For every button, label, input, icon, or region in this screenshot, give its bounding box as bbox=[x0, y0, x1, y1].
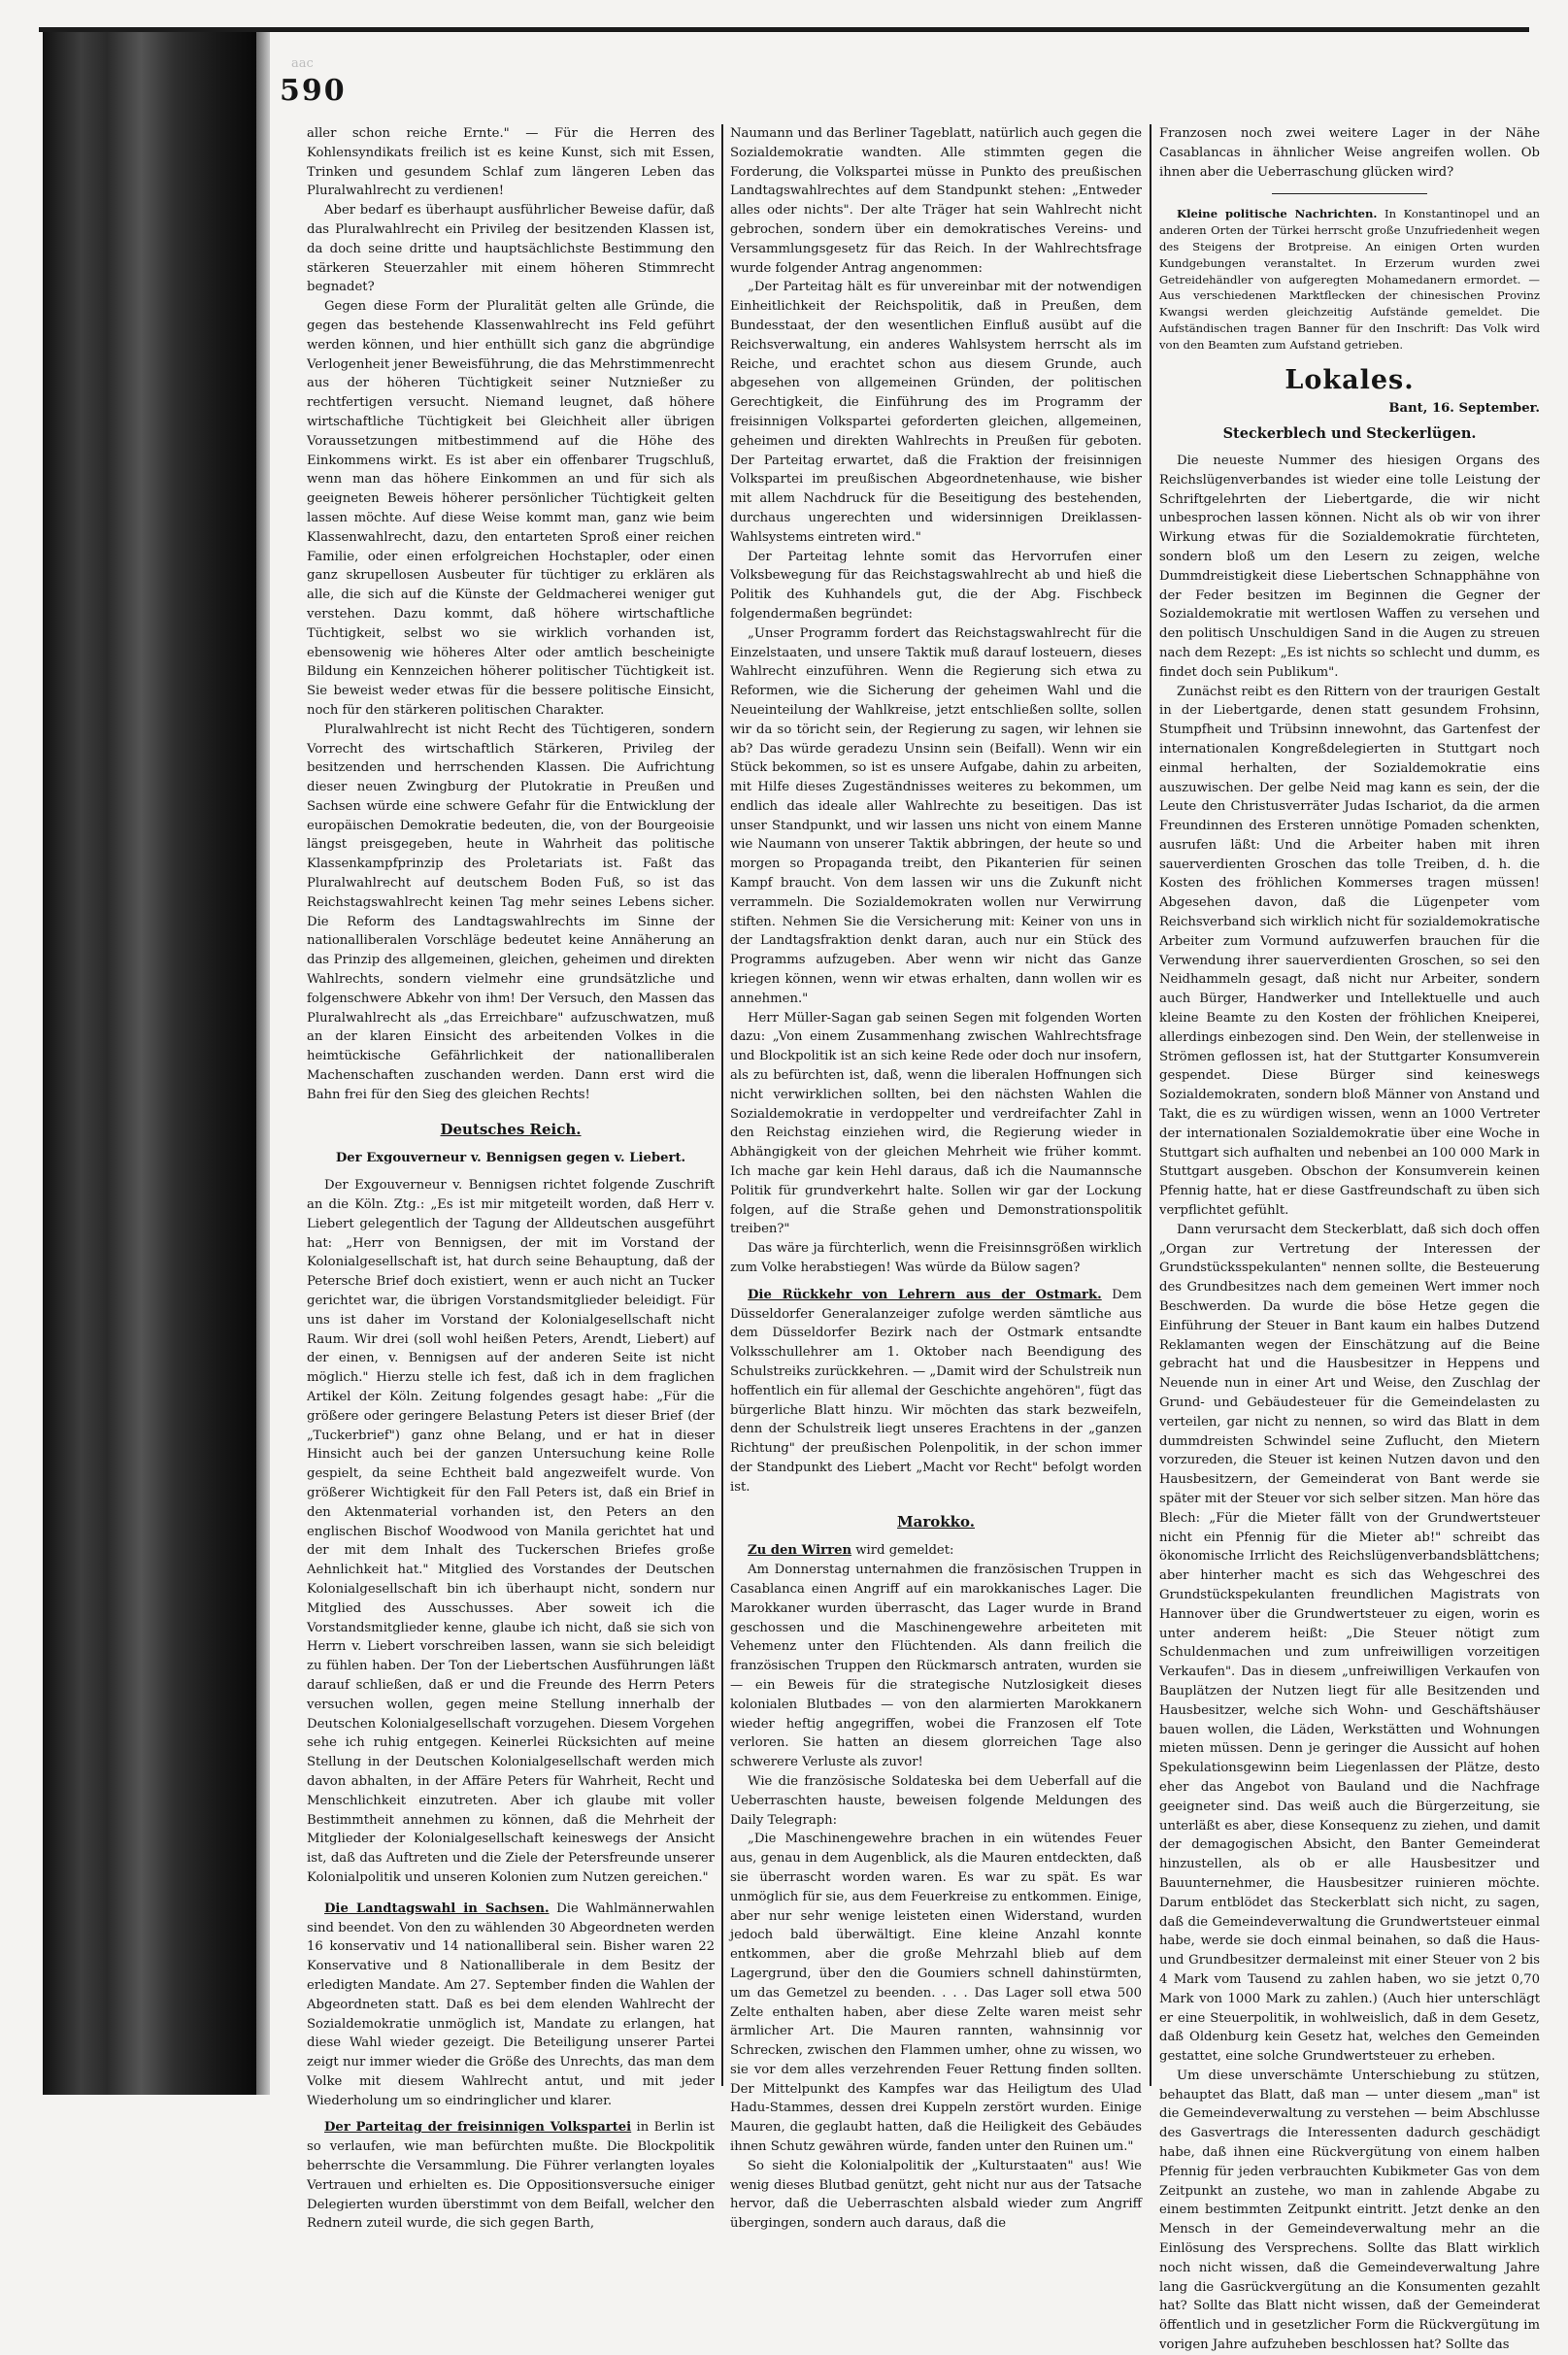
corner-mark: aac bbox=[291, 56, 314, 71]
paragraph: Der Parteitag lehnte somit das Hervorrufen einer Volksbewegung für das Reichstagswahlrecht ab und hieß die Politik des Kuhhandels gut, die der Abg. Fischbeck folgendermaßen begründet: bbox=[730, 549, 1142, 622]
book-binding-edge bbox=[256, 32, 270, 2095]
article-lead: Kleine politische Nachrichten. bbox=[1177, 207, 1378, 221]
paragraph: So sieht die Kolonialpolitik der „Kulturstaaten" aus! Wie wenig dieses Blutbad genützt, geht nicht nur aus der Tatsache hervor, daß die Ueberraschten alsbald wieder zum Angriff übergingen, sondern auch daraus, daß die bbox=[730, 2158, 1142, 2232]
section-heading: Marokko. bbox=[897, 1512, 975, 1531]
paragraph: Franzosen noch zwei weitere Lager in der Nähe Casablancas in ähnlicher Weise angreifen wollen. Ob ihnen aber die Ueberraschung glücken wird? bbox=[1159, 126, 1540, 180]
article-lead: Die Rückkehr von Lehrern aus der Ostmark. bbox=[748, 1287, 1102, 1302]
column-2 bbox=[730, 124, 1142, 2234]
quote-paragraph: „Unser Programm fordert das Reichstagswahlrecht für die Einzelstaaten, und unsere Taktik muß darauf losteuern, dieses Wahlrecht einzuführen. Wenn die Regierung sich etwa zu Reformen, wie die Sicherung der geheimen Wahl und die Neueinteilung der Wahlkreise, jetzt entschließen sollte, sollen wir da so töricht sein, der Regierung zu sagen, wir lehnen sie ab? Das würde geradezu Unsinn sein (Beifall). Wenn wir ein Stück bekommen, so ist es unsere Aufgabe, dahin zu arbeiten, mit Hilfe dieses Zugeständnisses weiteres zu bekommen, um endlich das ideale aller Wahlrechte zu beseitigen. Das ist unser Standpunkt, und wir lassen uns nicht von einem Manne wie Naumann von unserer Taktik abbringen, der heute so und morgen so Propaganda treibt, den Pikanterien für seinen Kampf braucht. Von dem lassen wir uns die Zukunft nicht verrammeln. Die Sozialdemokraten wollen nur Verwirrung stiften. Nehmen Sie die Versicherung mit: Keiner von uns in der Landtagsfraktion denkt daran, auch nur ein Stück des Programms aufzugeben. Aber wenn wir nicht das Ganze kriegen können, wenn wir etwas erhalten, dann wollen wir es annehmen." bbox=[730, 625, 1142, 1006]
paragraph: wird gemeldet: bbox=[851, 1543, 954, 1559]
paragraph: Um diese unverschämte Unterschiebung zu stützen, behauptet das Blatt, daß man — unter diesem „man" ist die Gemeindeverwaltung zu verstehen — beim Abschlusse des Gasvertrags die Interessenten dadurch geschädigt habe, daß ihnen eine Rückvergütung von einem halben Pfennig für jeden verbrauchten Kubikmeter Gas von dem Zeitpunkt an zustehe, wo man in zahlende Abgabe zu einem bestimmten Zeitpunkt eintritt. Jetzt denke an den Mensch in der Gemeindeverwaltung mehr an die Einlösung des Versprechens. Sollte das Blatt wirklich noch nicht wissen, daß die Gemeindeverwaltung Jahre lang die Gasrückvergütung an die Konsumenten gezahlt hat? Sollte das Blatt nicht wissen, daß der Gemeinderat öffentlich und in gesetzlicher Form die Rückvergütung im vorigen Jahre aufzuheben beschlossen hat? Sollte das bbox=[1159, 2068, 1540, 2353]
paragraph: Naumann und das Berliner Tageblatt, natürlich auch gegen die Sozialdemokratie wandten. Alle stimmten gegen die Forderung, die Volkspartei müsse in Punkto des preußischen Landtagswahlrechtes auf dem Standpunkt stehen: „Entweder alles oder nichts". Der alte Träger hat sein Wahlrecht nicht gebrochen, sondern über ein demokratisches Vereins- und Versammlungsgesetz für das Reich. In der Wahlrechtsfrage wurde folgender Antrag angenommen: bbox=[730, 126, 1142, 276]
article-lead: Zu den Wirren bbox=[748, 1543, 852, 1559]
paragraph: Die neueste Nummer des hiesigen Organs des Reichslügenverbandes ist wieder eine tolle Leistung der Schriftgelehrten der Liebertgarde, die wir nicht unbesprochen lassen können. Nicht als ob wir von ihrer Wirkung etwas für die Sozialdemokratie fürchteten, sondern bloß um den Lesern zu zeigen, welche Dummdreistigkeit diese Liebertschen Schnapphähne von der Feder besitzen im Beginnen die Gegner der Sozialdemokratie mit wertlosen Waffen zu versehen und den politisch Unschuldigen Sand in die Augen zu streuen nach dem Rezept: „Es ist nichts so schlecht und dumm, es findet doch sein Publikum". bbox=[1159, 453, 1540, 680]
article-lead: Die Landtagswahl in Sachsen. bbox=[324, 1901, 550, 1916]
paragraph: Am Donnerstag unternahmen die französischen Truppen in Casablanca einen Angriff auf ein marokkanisches Lager. Die Marokkaner wurden überrascht, das Lager wurde in Brand geschossen und die Maschinengewehre arbeiteten mit Vehemenz unter den Flüchtenden. Als dann freilich die französischen Truppen den Rückmarsch antraten, wurden sie — ein Beweis für die strategische Nutzlosigkeit dieses kolonialen Blutbades — von den alarmierten Marokkanern wieder heftig angegriffen, wobei die Franzosen elf Tote verloren. Sie hatten an diesem glorreichen Tage also schwerere Verluste als zuvor! bbox=[730, 1563, 1142, 1770]
paragraph: aller schon reiche Ernte." — Für die Herren des Kohlensyndikats freilich ist es keine Kunst, sich mit Essen, Trinken und gesundem Schlaf zum längeren Leben das Pluralwahlrecht zu verdienen! bbox=[307, 126, 715, 199]
article-lead: Der Parteitag der freisinnigen Volkspartei bbox=[324, 2120, 632, 2136]
section-heading-lokales: Lokales. bbox=[1284, 364, 1415, 395]
book-binding-spine bbox=[43, 32, 256, 2095]
paragraph: In Konstantinopel und an anderen Orten der Türkei herrscht große Unzufriedenheit wegen des Steigens der Brotpreise. An einigen Orten wurden Kundgebungen veranstaltet. In Erzerum wurden zwei Getreidehändler von aufgeregten Mohamedanern ermordet. — Aus verschiedenen Marktflecken der chinesischen Provinz Kwangsi werden gleichzeitig Aufstände gemeldet. Die Aufständischen tragen Banner für den Inschrift: Das Volk wird von den Beamten zum Aufstand getrieben. bbox=[1159, 207, 1540, 352]
article-heading: Steckerblech und Steckerlügen. bbox=[1222, 425, 1477, 443]
paragraph: Herr Müller-Sagan gab seinen Segen mit folgenden Worten dazu: „Von einem Zusammenhang zwischen Wahlrechtsfrage und Blockpolitik ist an sich keine Rede oder doch nur insofern, als zu befürchten ist, daß, wenn die liberalen Hoffnungen sich nicht verwirklichen sollten, bei den nächsten Wahlen die Sozialdemokratie in verdoppelter und verdreifachter Zahl in den Reichstag einziehen wird, die Regierung wieder in Abhängigkeit von der gleichen Mehrheit wie früher kommt. Ich mache gar kein Hehl daraus, daß ich die Naumannsche Politik für grundverkehrt halte. Sollen wir gar der Lockung folgen, auf die Straße gehen und Demonstrationspolitik treiben?" bbox=[730, 1010, 1142, 1237]
page-number: 590 bbox=[280, 74, 347, 108]
column-3 bbox=[1159, 124, 1540, 2355]
article-subheading: Der Exgouverneur v. Bennigsen gegen v. Liebert. bbox=[335, 1151, 686, 1166]
paragraph: Zunächst reibt es den Rittern von der traurigen Gestalt in der Liebertgarde, denen statt gesundem Frohsinn, Stumpfheit und Trübsinn innewohnt, das Gartenfest der internationalen Kongreßdelegierten in Stuttgart noch einmal herhalten, der Sozialdemokratie eins auszuwischen. Der gelbe Neid mag kann es sein, der die Leute den Christusverräter Judas Ischariot, da die armen Freundinnen des Ersteren unnötige Pomaden schenkten, ausrufen läßt: Und die Arbeiter haben mit ihren sauerverdienten Groschen das tolle Treiben, d. h. die Kosten des fröhlichen Kommerses tragen müssen! Abgesehen davon, daß die Lügenpeter vom Reichsverband sich wirklich nicht für sozialdemokratische Arbeiter zum Vormund aufzuwerfen brauchen für die Verwendung ihrer sauerverdienten Groschen, so sei den Neidhammeln gesagt, daß nicht nur Arbeiter, sondern auch Bürger, Handwerker und Intellektuelle und auch kleine Beamte zu den Kosten der fröhlichen Kneiperei, allerdings einbezogen sind. Den Wein, der stellenweise in Strömen geflossen ist, hat der Stuttgarter Konsumverein gespendet. Diese Bürger sind keineswegs Sozialdemokraten, sondern bloß Männer von Anstand und Takt, die es zu würdigen wissen, wenn an 1000 Vertreter der internationalen Sozialdemokratie über eine Woche in Stuttgart sich aufhalten und nebenbei an 100 000 Mark in Stuttgart ausgeben. Obschon der Konsumverein keinen Pfennig hatte, hat er diese Gastfreundschaft zu üben sich verpflichtet gefühlt. bbox=[1159, 684, 1540, 1219]
column-1 bbox=[307, 124, 715, 2234]
paragraph: Pluralwahlrecht ist nicht Recht des Tüchtigeren, sondern Vorrecht des wirtschaftlich Stärkeren, Privileg der besitzenden und herrschenden Klassen. Die Aufrichtung dieser neuen Zwingburg der Plutokratie in Preußen und Sachsen würde eine schwere Gefahr für die Entwicklung der europäischen Demokratie bedeuten, die, von der Bourgeoisie längst preisgegeben, heute in Wahrheit das politische Klassenkampfprinzip des Proletariats ist. Faßt das Pluralwahlrecht auf deutschem Boden Fuß, so ist das Reichstagswahlrecht keinen Tag mehr seines Lebens sicher. Die Reform des Landtagswahlrechts im Sinne der nationalliberalen Vorschläge bedeutet keine Annäherung an das Prinzip des allgemeinen, gleichen, geheimen und direkten Wahlrechts, sondern vielmehr eine grundsätzliche und folgenschwere Abkehr von ihm! Der Versuch, den Massen das Pluralwahlrecht als „das Erreichbare" aufzuschwatzen, muß an der klaren Einsicht des arbeitenden Volkes in die heimtückische Gefährlichkeit der nationalliberalen Machenschaften zuschanden werden. Dann erst wird die Bahn frei für den Sieg des gleichen Rechts! bbox=[307, 722, 715, 1102]
paragraph: Dem Düsseldorfer Generalanzeiger zufolge werden sämtliche aus dem Düsseldorfer Bezirk nach der Ostmark entsandte Volksschullehrer am 1. Oktober nach Beendigung des Schulstreiks zurückkehren. — „Damit wird der Schulstreik nun hoffentlich ein für allemal der Geschichte angehören", fügt das bürgerliche Blatt hinzu. Wir möchten das stark bezweifeln, denn der Schulstreik liegt unseres Erachtens in der „ganzen Richtung" der preußischen Polenpolitik, in der schon immer der Standpunkt des Liebert „Macht vor Recht" befolgt worden ist. bbox=[730, 1287, 1142, 1495]
paragraph: Wie die französische Soldateska bei dem Ueberfall auf die Ueberraschten hauste, beweisen folgende Meldungen des Daily Telegraph: bbox=[730, 1773, 1142, 1828]
paragraph: Dann verursacht dem Steckerblatt, daß sich doch offen „Organ zur Vertretung der Interessen der Grundstücksspekulanten" nennen sollte, die Besteuerung des Grundbesitzes nach dem gemeinen Wert immer noch Beschwerden. Da wurde die böse Hetze gegen die Einführung der Steuer in Bant kaum ein halbes Dutzend Reklamanten wegen der Einschätzung auf die Beine gebracht hat und die Hausbesitzer in Heppens und Neuende nun in einer Art und Weise, den Zuschlag der Grund- und Gebäudesteuer für die Gemeindelasten zu verteilen, gar nicht zu nennen, so wird das Blatt in dem dummdreisten Schwindel seine Zuflucht, den Mietern vorzureden, die Steuer ist keinen Nutzen davon und den Hausbesitzern, der Gemeinderat von Bant werde sie später mit der Steuer vor sich selber sitzen. Man höre das Blech: „Für die Mieter fällt von der Grundwertsteuer nicht ein Pfennig für die Mieter ab!" schreibt das ökonomische Irrlicht des Reichslügenverbandsblättchens; aber hinterher macht es sich das Wehgeschrei des Grundstückspekulanten freundlichen Magistrats von Hannover über die Grundwertsteuer zu eigen, worin es unter anderem heißt: „Die Steuer nötigt zum Schuldenmachen und zum unfreiwilligen vorzeitigen Verkaufen". Das in diesem „unfreiwilligen Verkaufen von Bauplätzen der Nutzen liegt für alle Besitzenden und Hausbesitzer, welche sich Wohn- und Geschäftshäuser bauen wollen, die Läden, Werkstätten und Wohnungen mieten müssen. Denn je geringer die Aussicht auf hohen Spekulationsgewinn beim Liegenlassen der Plätze, desto eher das Angebot von Bauland und die Nachfrage geeigneter sind. Das weiß auch die Bürgerzeitung, sie unterläßt es aber, diese Konsequenz zu ziehen, und damit der demagogischen Absicht, den Banter Gemeinderat hinzustellen, als ob er alle Hausbesitzer und Bauunternehmer, die Hausbesitzer ruinieren möchte. Darum entblödet das Steckerblatt sich nicht, zu sagen, daß die Gemeindeverwaltung die Grundwertsteuer einmal habe, werde sie doch einmal beinahen, so daß die Haus- und Grundbesitzer dermaleinst mit einer Steuer von 2 bis 4 Mark vom Tausend zu zahlen haben, wo sie jetzt 0,70 Mark von 1000 Mark zu zahlen.) (Auch hier unterschlägt er eine Steuerpolitik, in wohlweislich, daß in dem Gesetz, daß Oldenburg kein Gesetz hat, welches den Gemeinden gestattet, eine solche Grundwertsteuer zu erheben. bbox=[1159, 1222, 1540, 2065]
paragraph: Der Exgouverneur v. Bennigsen richtet folgende Zuschrift an die Köln. Ztg.: „Es ist mir mitgeteilt worden, daß Herr v. Liebert gelegentlich der Tagung der Alldeutschen ausgeführt hat: „Herr von Bennigsen, der mit im Vorstand der Kolonialgesellschaft ist, hat durch seine Behauptung, daß der Petersche Brief doch existiert, wenn er auch nicht an Tucker gerichtet war, die übrigen Vorstandsmitglieder beleidigt. Für uns ist daher im Vorstand der Kolonialgesellschaft nicht Raum. Wir drei (soll wohl heißen Peters, Arendt, Liebert) auf der einen, v. Bennigsen auf der anderen Seite ist nicht möglich." Hierzu stelle ich fest, daß ich in dem fraglichen Artikel der Köln. Zeitung folgendes gesagt habe: „Für die größere oder geringere Belastung Peters ist dieser Brief (der „Tuckerbrief") ganz ohne Belang, und er hat in dieser Hinsicht auch bei der ganzen Untersuchung keine Rolle gespielt, da seine Echtheit bald angezweifelt wurde. Von größerer Wichtigkeit für den Fall Peters ist, daß ein Brief in den Aktenmaterial vorhanden ist, den Peters an den englischen Bischof Woodwood von Manila gerichtet hat und der mit dem Inhalt des Tuckerschen Briefes große Aehnlichkeit hat." Mitglied des Vorstandes der Deutschen Kolonialgesellschaft bin ich überhaupt nicht, sondern nur Mitglied des Ausschusses. Aber soweit ich die Vorstandsmitglieder kenne, glaube ich nicht, daß sie sich von Herrn v. Liebert vorschreiben lassen, wann sie sich beleidigt zu fühlen haben. Der Ton der Liebertschen Ausführungen läßt darauf schließen, daß er und die Freunde des Herrn Peters versuchen wollen, gegen meine Stellung innerhalb der Deutschen Kolonialgesellschaft vorzugehen. Diesem Vorgehen sehe ich ruhig entgegen. Keinerlei Rücksichten auf meine Stellung in der Deutschen Kolonialgesellschaft werden mich davon abhalten, in der Affäre Peters für Wahrheit, Recht und Menschlichkeit einzutreten. Aber ich glaube mit voller Bestimmtheit annehmen zu können, daß die Mehrheit der Mitglieder der Kolonialgesellschaft keineswegs der Ansicht ist, daß das Auftreten und die Ziele der Petersfreunde unserer Kolonialpolitik und unseren Kolonien zum Nutzen gereichen." bbox=[307, 1178, 715, 1885]
paragraph: in Berlin ist so verlaufen, wie man befürchten mußte. Die Blockpolitik beherrschte die Versammlung. Die Führer verlangten loyales Vertrauen und erhielten es. Die Oppositionsversuche einiger Delegierten wurden überstimmt von dem Beifall, welcher den Rednern zuteil wurde, die sich gegen Barth, bbox=[307, 2120, 715, 2232]
quote-paragraph: „Die Maschinengewehre brachen in ein wütendes Feuer aus, genau in dem Augenblick, als die Mauren entdeckten, daß sie überrascht worden waren. Es war zu spät. Es war unmöglich für sie, aus dem Feuerkreise zu entkommen. Einige, aber nur sehr wenige leisteten einen Widerstand, wurden jedoch bald überwältigt. Eine kleine Anzahl konnte entkommen, aber die große Mehrzahl blieb auf dem Lagergrund, über den die Goumiers schnell dahinstürmten, um das Gemetzel zu beenden. . . . Das Lager soll etwa 500 Zelte enthalten haben, aber diese Zelte waren meist sehr ärmlicher Art. Die Mauren rannten, wahnsinnig vor Schrecken, zwischen den Flammen umher, ohne zu wissen, wo sie vor dem alles verzehrenden Feuer Rettung finden sollten. Der Mittelpunkt des Kampfes war das Heiligtum des Ulad Hadu-Stammes, dessen drei Kuppeln zerstört wurden. Einige Mauren, die geglaubt hatten, daß die Heiligkeit des Gebäudes ihnen Schutz gewähren würde, fanden unter den Ruinen um." bbox=[730, 1832, 1142, 2155]
dateline: Bant, 16. September. bbox=[1388, 401, 1540, 417]
quote-paragraph: „Der Parteitag hält es für unvereinbar mit der notwendigen Einheitlichkeit der Reichspolitik, daß in Preußen, dem Bundesstaat, der den wesentlichen Einfluß ausübt auf die Reichsverwaltung, ein anderes Wahlsystem herrscht als im Reiche, und erachtet schon aus diesem Grunde, auch abgesehen von allgemeinen Gründen, der politischen Gerechtigkeit, die Einführung des im Programm der freisinnigen Volkspartei geforderten gleichen, allgemeinen, geheimen und direkten Wahlrechts in Preußen für geboten. Der Parteitag erwartet, daß die Fraktion der freisinnigen Volkspartei im preußischen Abgeordnetenhause, wie bisher mit allem Nachdruck für die Beseitigung des bestehenden, durchaus ungerechten und widersinnigen Dreiklassen-Wahlsystems eintreten wird." bbox=[730, 280, 1142, 545]
paragraph: Die Wahlmännerwahlen sind beendet. Von den zu wählenden 30 Abgeordneten werden 16 konservativ und 14 nationalliberal sein. Bisher waren 22 Konservative und 8 Nationalliberale in dem Besitz der erledigten Mandate. Am 27. September finden die Wahlen der Abgeordneten statt. Daß es bei dem elenden Wahlrecht der Sozialdemokratie unmöglich ist, Mandate zu erlangen, hat diese Wahl wieder gezeigt. Die Beteiligung unserer Partei zeigt nur immer wieder die Größe des Unrechts, das man dem Volke mit diesem Wahlrecht antut, und mit jeder Wiederholung um so eindringlicher und klarer. bbox=[307, 1901, 715, 2108]
column-rule-right bbox=[1150, 124, 1151, 2086]
paragraph: Das wäre ja fürchterlich, wenn die Freisinnsgrößen wirklich zum Volke herabstiegen! Was würde da Bülow sagen? bbox=[730, 1241, 1142, 1276]
section-heading: Deutsches Reich. bbox=[440, 1120, 582, 1138]
paragraph: Aber bedarf es überhaupt ausführlicher Beweise dafür, daß das Pluralwahlrecht ein Privileg der besitzenden Klassen ist, da doch seine dritte und hauptsächlichste Bestimmung den stärkeren Steuerzahler mit einem höheren Stimmrecht begnadet? bbox=[307, 203, 715, 295]
column-rule-left bbox=[721, 124, 723, 2086]
separator bbox=[1272, 193, 1427, 194]
paragraph: Gegen diese Form der Pluralität gelten alle Gründe, die gegen das bestehende Klassenwahlrecht ins Feld geführt werden können, und hier enthüllt sich ganz die abgründige Verlogenheit jener Beweisführung, die das Mehrstimmenrecht aus der höheren Tüchtigkeit seiner Nutznießer zu rechtfertigen versucht. Niemand leugnet, daß höhere wirtschaftliche Tüchtigkeit bei Gleichheit aller übrigen Voraussetzungen mitbestimmend auf die Höhe des Einkommens wirkt. Es ist aber ein offenbarer Trugschluß, wenn man das höhere Einkommen an und für sich als geeigneten Beweis höherer persönlicher Tüchtigkeit gelten lassen möchte. Auf diese Weise kommt man, ganz wie beim Klassenwahlrecht, dazu, den entarteten Sproß einer reichen Familie, oder einen erfolgreichen Hochstapler, oder einen ganz skrupellosen Ausbeuter für tüchtiger zu erklären als alle, die sich auf die Künste der Geldmacherei weniger gut verstehen. Dazu kommt, daß höhere wirtschaftliche Tüchtigkeit, selbst wo sie wirklich vorhanden ist, ebensowenig wie höheres Alter oder amtlich bescheinigte Bildung ein Kennzeichen höherer politischer Tüchtigkeit ist. Sie beweist weder etwas für die bessere politische Einsicht, noch für den stärkeren politischen Charakter. bbox=[307, 299, 715, 718]
